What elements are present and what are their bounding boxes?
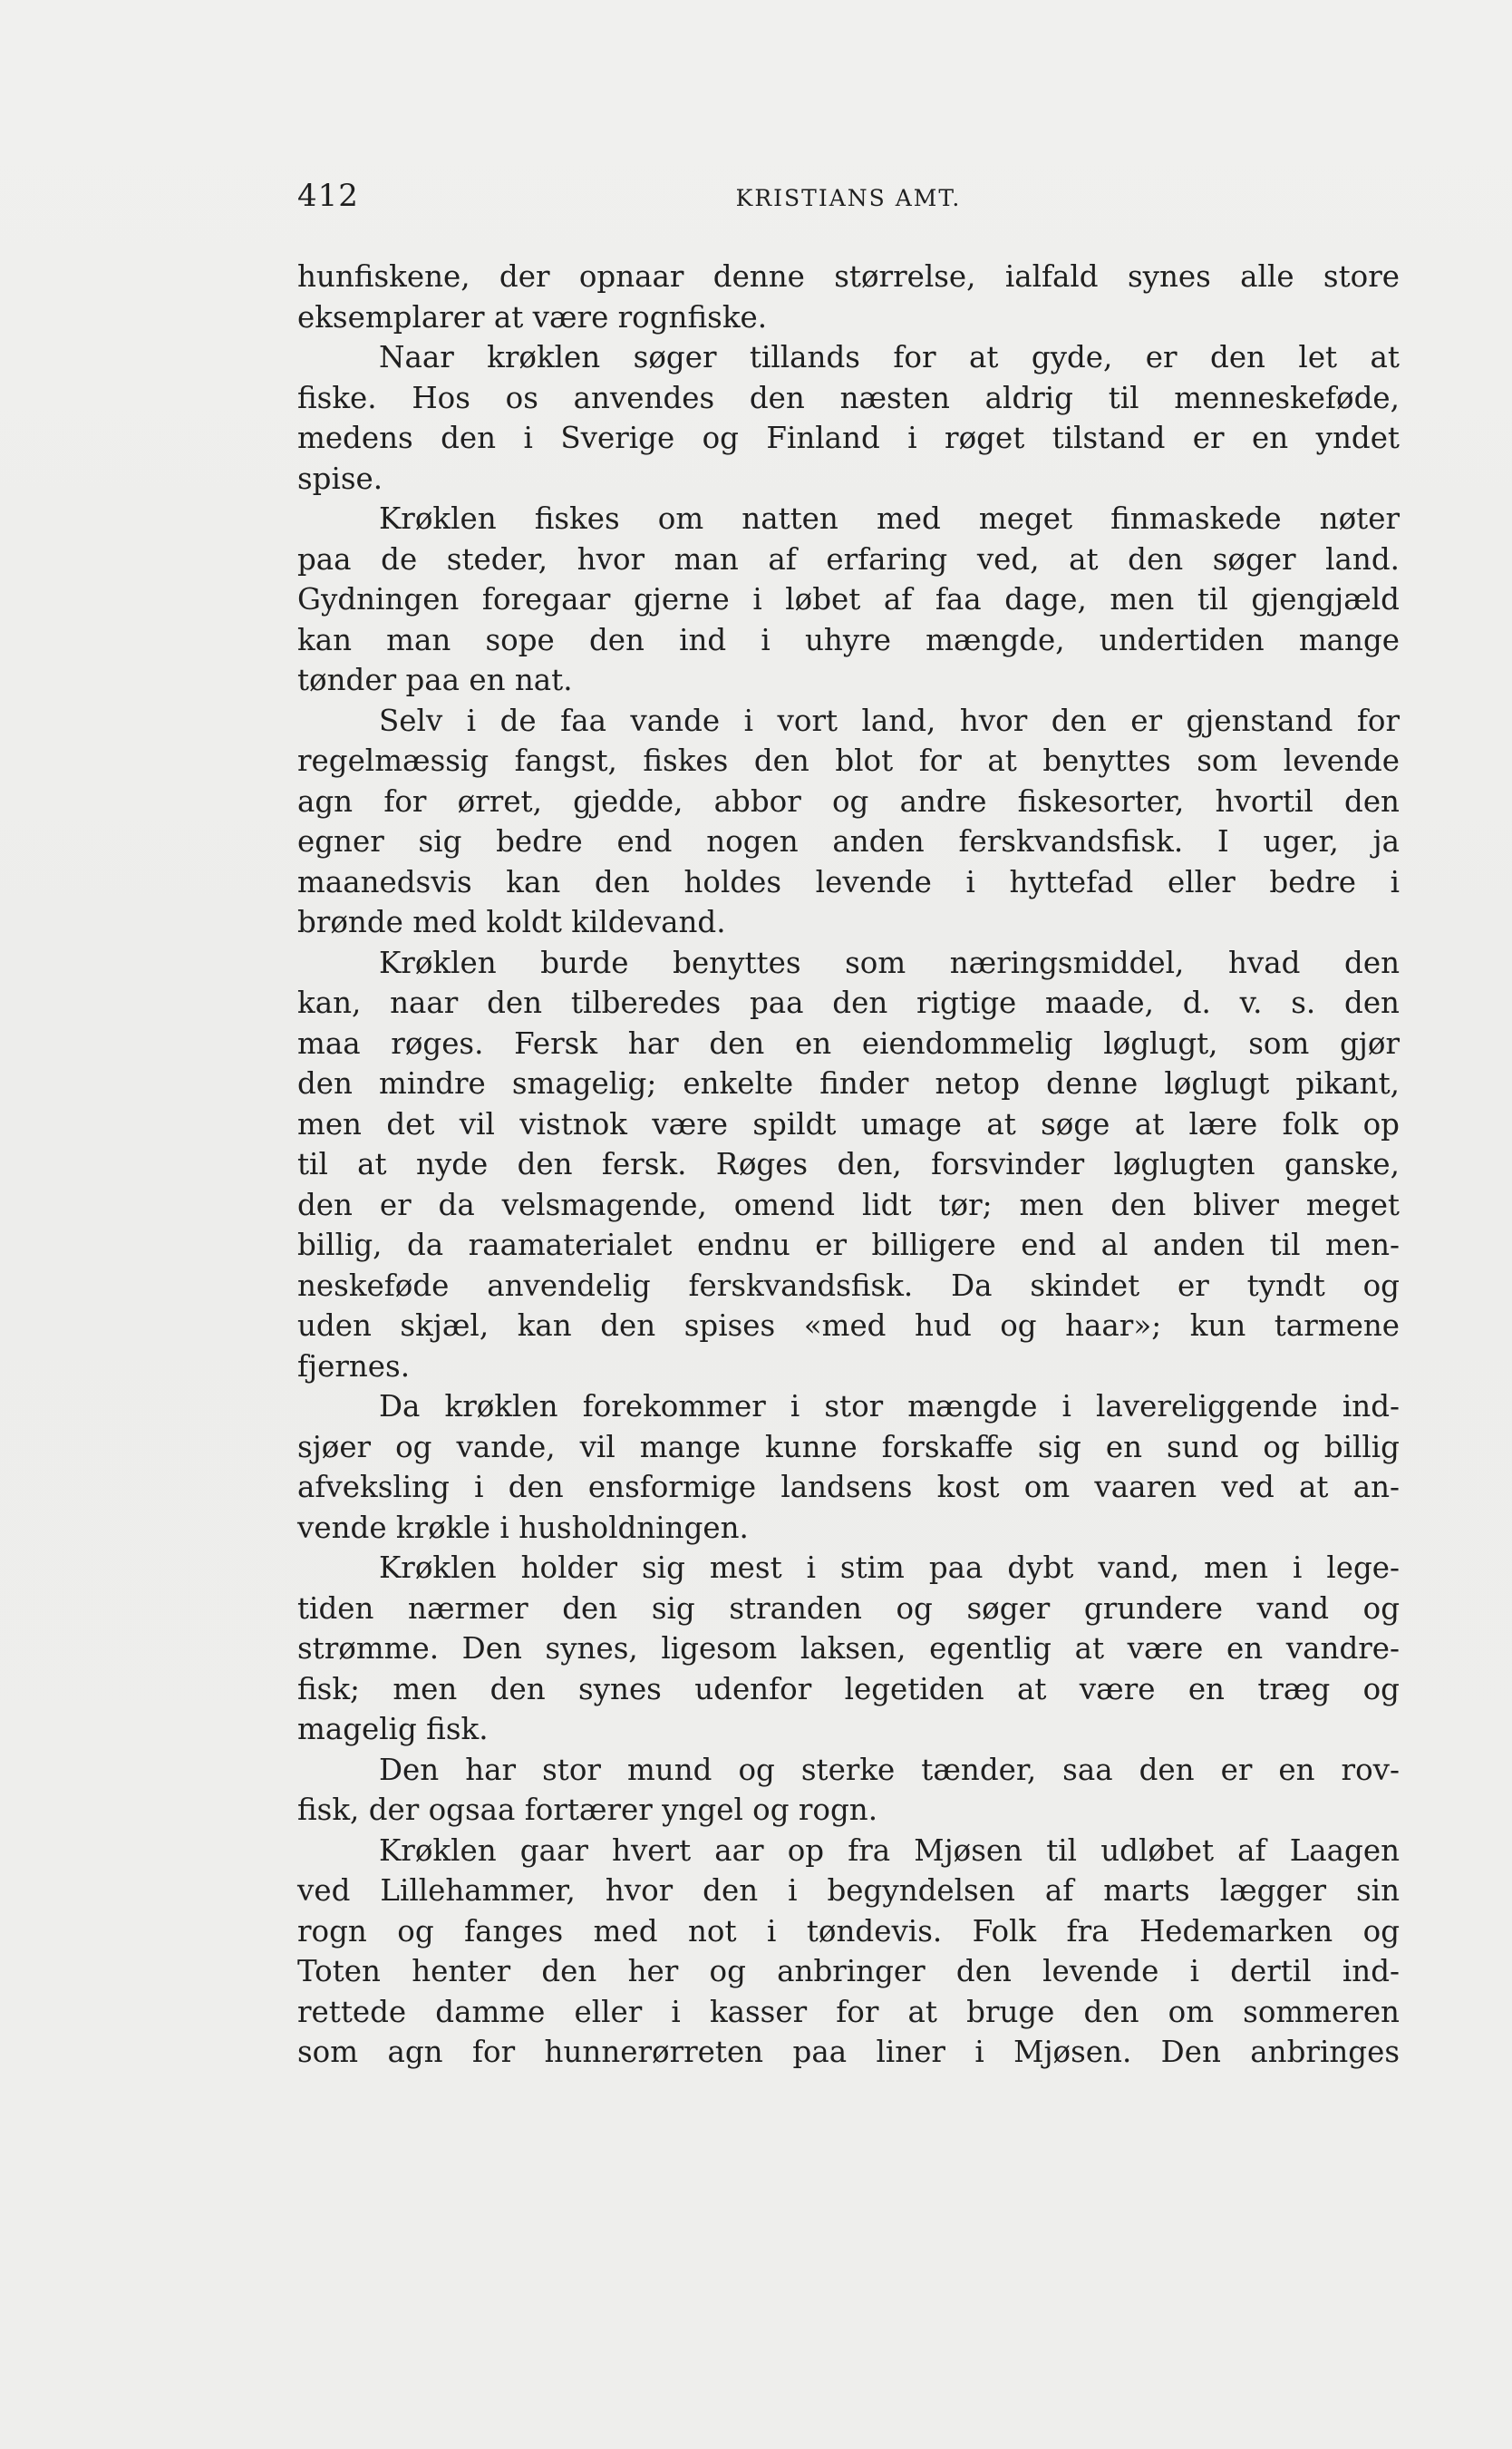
text-line: fisk; men den synes udenfor legetiden at være en træg og bbox=[297, 1671, 1400, 1706]
text-line: eksemplarer at være rognfiske. bbox=[297, 299, 768, 335]
text-line: sjøer og vande, vil mange kunne forskaffe sig en sund og billig bbox=[297, 1429, 1400, 1464]
text-line: Selv i de faa vande i vort land, hvor den er gjenstand for bbox=[379, 703, 1400, 738]
text-line: Krøklen fiskes om natten med meget finmaskede nøter bbox=[379, 501, 1400, 536]
text-line: kan man sope den ind i uhyre mængde, undertiden mange bbox=[297, 622, 1400, 657]
text-line: uden skjæl, kan den spises «med hud og haar»; kun tarmene bbox=[297, 1308, 1400, 1343]
text-line: hunfiskene, der opnaar denne størrelse, ialfald synes alle store bbox=[297, 259, 1400, 294]
text-line: egner sig bedre end nogen anden ferskvandsfisk. I uger, ja bbox=[297, 824, 1400, 859]
text-line: tønder paa en nat. bbox=[297, 663, 573, 697]
text-line: medens den i Sverige og Finland i røget tilstand er en yndet bbox=[297, 421, 1400, 455]
text-line: paa de steder, hvor man af erfaring ved, at den søger land. bbox=[297, 541, 1400, 577]
text-line: fjernes. bbox=[297, 1348, 411, 1384]
text-line: til at nyde den fersk. Røges den, forsvinder løglugten ganske, bbox=[297, 1147, 1400, 1181]
text-line: brønde med koldt kildevand. bbox=[297, 905, 726, 939]
text-line: men det vil vistnok være spildt umage at søge at lære folk op bbox=[297, 1106, 1400, 1142]
running-head bbox=[297, 178, 1400, 218]
text-line: rogn og fanges med not i tøndevis. Folk fra Hedemarken og bbox=[297, 1913, 1400, 1949]
text-line: den er da velsmagende, omend lidt tør; men den bliver meget bbox=[297, 1187, 1400, 1222]
text-line: Krøklen gaar hvert aar op fra Mjøsen til udløbet af Laagen bbox=[379, 1832, 1400, 1868]
text-line: Naar krøklen søger tillands for at gyde, er den let at bbox=[379, 340, 1400, 374]
text-line: regelmæssig fangst, fiskes den blot for at benyttes som levende bbox=[297, 743, 1400, 778]
text-line: Gydningen foregaar gjerne i løbet af faa dage, men til gjengjæld bbox=[297, 582, 1400, 617]
text-line: fiske. Hos os anvendes den næsten aldrig til menneskeføde, bbox=[297, 380, 1400, 415]
running-head-title: KRISTIANS AMT. bbox=[735, 185, 962, 211]
text-line: som agn for hunnerørreten paa liner i Mjøsen. Den anbringes bbox=[297, 2035, 1400, 2069]
text-line: vende krøkle i husholdningen. bbox=[297, 1510, 749, 1545]
text-line: Da krøklen forekommer i stor mængde i lavereliggende ind- bbox=[379, 1389, 1400, 1424]
text-line: maa røges. Fersk har den en eiendommelig løglugt, som gjør bbox=[297, 1025, 1400, 1061]
text-line: Krøklen holder sig mest i stim paa dybt vand, men i lege- bbox=[379, 1550, 1400, 1585]
text-line: rettede damme eller i kasser for at bruge den om sommeren bbox=[297, 1994, 1400, 2029]
text-line: ved Lillehammer, hvor den i begyndelsen af marts lægger sin bbox=[297, 1873, 1400, 1908]
text-line: tiden nærmer den sig stranden og søger grundere vand og bbox=[297, 1590, 1400, 1626]
text-line: strømme. Den synes, ligesom laksen, egentlig at være en vandre- bbox=[297, 1631, 1400, 1666]
text-line: magelig fisk. bbox=[297, 1712, 489, 1746]
text-line: agn for ørret, gjedde, abbor og andre fiskesorter, hvortil den bbox=[297, 783, 1400, 819]
text-line: afveksling i den ensformige landsens kost om vaaren ved at an- bbox=[297, 1470, 1400, 1504]
text-line: Den har stor mund og sterke tænder, saa den er en rov- bbox=[379, 1752, 1400, 1787]
text-line: Krøklen burde benyttes som næringsmiddel, hvad den bbox=[379, 945, 1400, 980]
text-line: Toten henter den her og anbringer den levende i dertil ind- bbox=[297, 1954, 1400, 1988]
text-line: billig, da raamaterialet endnu er billigere end al anden til men- bbox=[297, 1228, 1400, 1262]
text-line: maanedsvis kan den holdes levende i hyttefad eller bedre i bbox=[297, 864, 1400, 899]
page-number: 412 bbox=[297, 178, 359, 214]
text-line: spise. bbox=[297, 461, 383, 496]
body-text bbox=[297, 257, 1400, 2073]
text-line: den mindre smagelig; enkelte finder netop denne løglugt pikant, bbox=[297, 1066, 1400, 1101]
text-line: fisk, der ogsaa fortærer yngel og rogn. bbox=[297, 1793, 878, 1827]
text-line: kan, naar den tilberedes paa den rigtige maade, d. v. s. den bbox=[297, 986, 1400, 1020]
text-line: neskeføde anvendelig ferskvandsfisk. Da skindet er tyndt og bbox=[297, 1268, 1400, 1303]
